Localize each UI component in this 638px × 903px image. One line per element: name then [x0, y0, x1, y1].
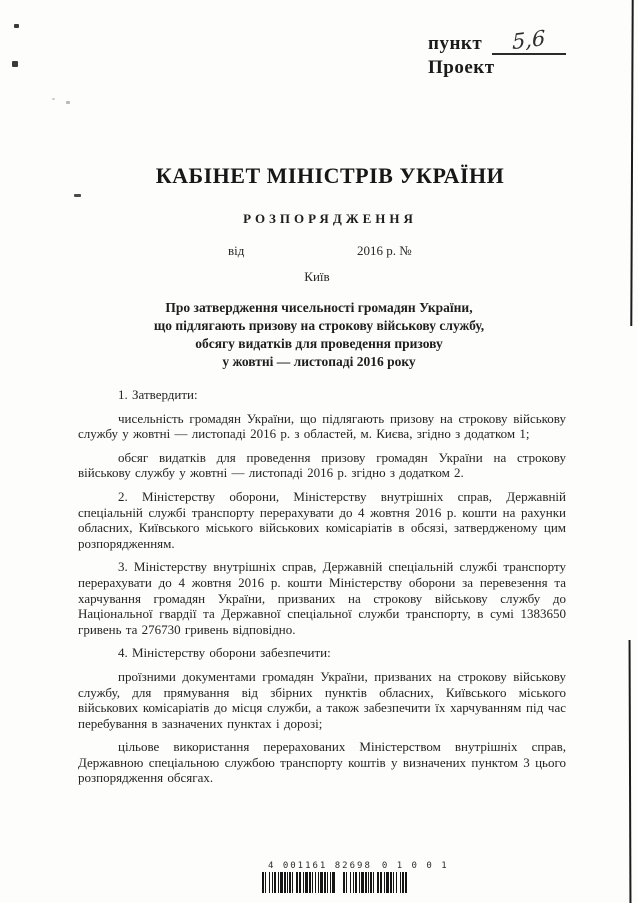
paragraph-1-item-1: чисельність громадян України, що підлягають призову на строкову військову службу у жовтні — листопаді 2016 р. з областей, м. Києва, згідно з додатком 1;	[78, 410, 566, 442]
paragraph-4: 4. Міністерству оборони забезпечити:	[118, 645, 331, 661]
subject-line: обсягу видатків для проведення призову	[195, 336, 443, 351]
date-prefix: від	[228, 243, 245, 258]
stamp-block	[428, 25, 608, 79]
barcode-digits	[268, 861, 449, 871]
scan-speck	[52, 98, 55, 100]
barcode	[262, 861, 449, 893]
document-body	[78, 387, 566, 794]
paragraph-3: 3. Міністерству внутрішніх справ, Державній спеціальній службі транспорту перерахувати до 4 жовтня 2016 р. кошти Міністерству оборони за перевезення та харчування громадян України, призваних на строкову військову службу до Національної гвардії та Державної спеціальної служби транспорту, в сумі 1383650 гривень та 276730 гривень відповідно.	[78, 559, 566, 637]
scan-speck	[66, 101, 70, 104]
project-label: Проект	[428, 57, 495, 78]
subject-line: у жовтні — листопаді 2016 року	[222, 354, 416, 369]
barcode-digits-left: 4 001161 82698	[268, 861, 372, 871]
paragraph-4-item-2: цільове використання перерахованих Міністерством внутрішніх справ, Державною спеціальною службою транспорту коштів у визначених пунктом 3 цього розпорядження обсягах.	[78, 739, 566, 786]
punkt-value-underline	[492, 25, 566, 55]
scan-speck	[12, 61, 18, 67]
subject-line: що підлягають призову на строкову військову службу,	[153, 318, 485, 333]
paragraph-1: 1. Затвердити:	[118, 387, 198, 402]
barcode-bars	[262, 872, 432, 893]
subject-title	[0, 299, 638, 371]
date-line	[0, 243, 638, 261]
subject-line: Про затвердження чисельності громадян України,	[165, 300, 473, 315]
punkt-label: пункт	[428, 33, 483, 54]
date-placeholder: 2016 р. №	[357, 243, 412, 258]
document-type: РОЗПОРЯДЖЕННЯ	[243, 211, 417, 226]
barcode-digits-right: 0 1 0 0 1	[381, 861, 449, 871]
punkt-handwritten-value: 5,6	[512, 25, 546, 55]
city-label: Київ	[304, 269, 330, 284]
paragraph-2: 2. Міністерству оборони, Міністерству внутрішніх справ, Державній спеціальній службі транспорту перерахувати до 4 жовтня 2016 р. кошти на рахунки обласних, Київського міського військових комісаріатів в обсязі, затвердженому цим розпорядженням.	[78, 488, 566, 551]
scan-speck	[14, 24, 19, 28]
paragraph-4-item-1: проїзними документами громадян України, призваних на строкову військову службу, для прямування від збірних пунктів обласних, Київського міського військових комісаріатів до місця служби, а також забезпечити їх харчуванням під час перебування в зазначених пунктах і дорозі;	[78, 668, 566, 731]
document-header	[0, 163, 638, 285]
paragraph-1-item-2: обсяг видатків для проведення призову громадян України на строкову військову службу у жовтні — листопаді 2016 р. згідно з додатком 2.	[78, 449, 566, 481]
scan-edge-line-bottom	[629, 640, 632, 903]
organization-title: КАБІНЕТ МІНІСТРІВ УКРАЇНИ	[155, 163, 505, 188]
